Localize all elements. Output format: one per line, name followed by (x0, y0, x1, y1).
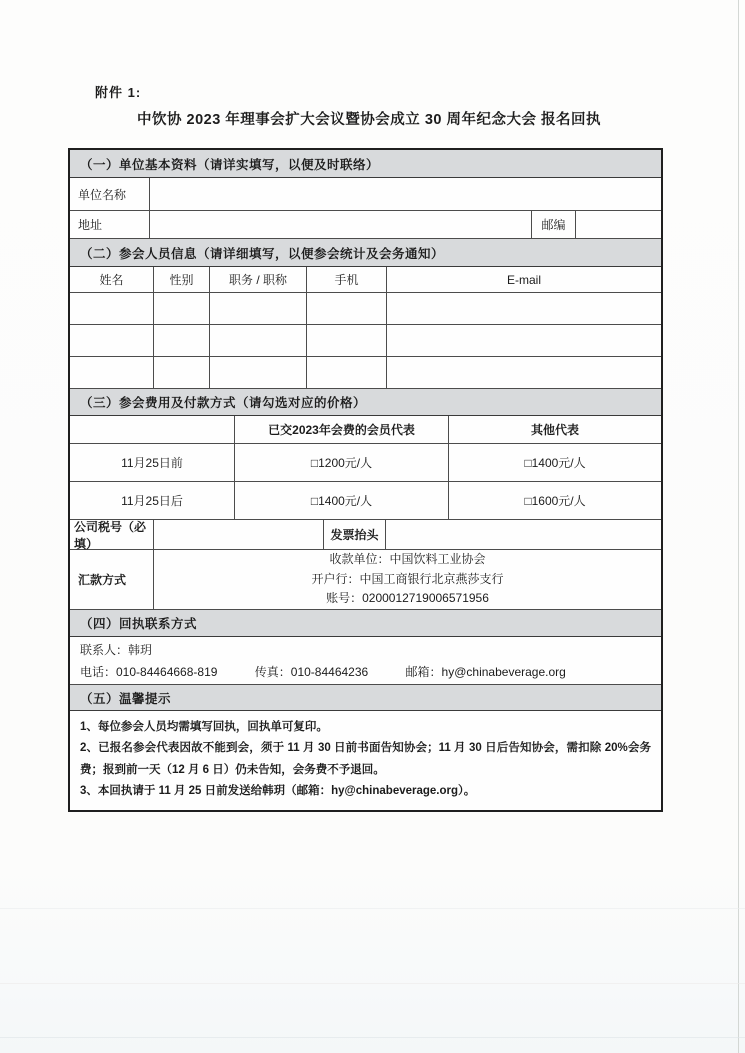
position-field (210, 325, 307, 356)
contact-row (70, 637, 661, 685)
scanner-artifact-line (0, 983, 745, 984)
name-field (70, 357, 154, 388)
contact-email: 邮箱：hy@chinabeverage.org (405, 665, 566, 679)
fee-col-blank (70, 416, 235, 443)
note-3: 3、本回执请于 11 月 25 日前发送给韩玥（邮箱：hy@chinabeverage.org）。 (80, 784, 476, 797)
name-field (70, 293, 154, 324)
attachment-label: 附件 1: (95, 85, 142, 100)
payment-method-row (70, 550, 661, 610)
fee-other-checkbox-option: □1400元/人 (524, 456, 586, 470)
attendee-row (70, 357, 661, 389)
contact-line2 (80, 663, 566, 680)
tax-id-label: 公司税号（必填） (70, 520, 154, 549)
section3-header-text: （三）参会费用及付款方式（请勾选对应的价格） (80, 396, 367, 410)
gender-field (154, 357, 210, 388)
section2-header-text: （二）参会人员信息（请详细填写，以便参会统计及会务通知） (80, 246, 445, 261)
address-row (70, 211, 661, 239)
fee-table-header (70, 416, 661, 444)
unit-name-field (150, 178, 661, 210)
section4-header-text: （四）回执联系方式 (80, 617, 198, 631)
col-position: 职务 / 职称 (210, 267, 307, 292)
contact-phone: 电话：010-84464668-819 (80, 665, 218, 679)
fee-member-checkbox-option: □1200元/人 (235, 444, 449, 481)
contact-info (70, 637, 661, 684)
email-field (387, 357, 661, 388)
col-name: 姓名 (70, 267, 154, 292)
payee-line: 收款单位：中国饮料工业协会 (329, 552, 486, 567)
section1-header-text: （一）单位基本资料（请详实填写，以便及时联络） (80, 157, 380, 172)
email-field (387, 293, 661, 324)
postcode-label: 邮编 (532, 211, 576, 238)
mobile-field (307, 325, 387, 356)
payment-details (154, 550, 661, 609)
tax-id-row (70, 520, 661, 550)
bank-line: 开户行：中国工商银行北京燕莎支行 (311, 571, 504, 586)
section5-header-text: （五）温馨提示 (80, 691, 172, 706)
unit-name-label: 单位名称 (70, 178, 150, 210)
address-label: 地址 (70, 211, 150, 238)
scanner-artifact-line (0, 908, 745, 909)
gender-field (154, 293, 210, 324)
payment-method-label: 汇款方式 (70, 550, 154, 609)
attendee-row (70, 325, 661, 357)
notes-row (70, 711, 661, 810)
registration-form-table (68, 148, 663, 812)
scanner-edge-line (738, 0, 739, 1053)
unit-name-row (70, 178, 661, 211)
notes-content (70, 711, 661, 810)
gender-field (154, 325, 210, 356)
fee-row-after (70, 482, 661, 520)
col-email: E-mail (506, 272, 541, 287)
name-field (70, 325, 154, 356)
note-2: 2、已报名参会代表因故不能到会，须于 11 月 30 日前书面告知协会；11 月 30 日后告知协会，需扣除 20%会务费；报到前一天（12 月 6 日）仍未告知，会务费不予退回。 (80, 742, 651, 776)
fee-col-other: 其他代表 (530, 423, 579, 437)
fee-row-before (70, 444, 661, 482)
contact-person: 联系人：韩玥 (80, 643, 153, 657)
section4-header (70, 610, 661, 637)
note-1: 1、每位参会人员均需填写回执，回执单可复印。 (80, 721, 328, 733)
fee-other-checkbox-option: □1600元/人 (524, 494, 586, 508)
position-field (210, 357, 307, 388)
section5-header (70, 685, 661, 711)
section2-header (70, 239, 661, 267)
col-gender: 性别 (154, 267, 210, 292)
postcode-field (576, 211, 661, 238)
contact-fax: 传真：010-84464236 (254, 665, 369, 679)
fee-deadline-label: 11月25日后 (70, 482, 235, 519)
account-line: 账号：0200012719006571956 (326, 591, 489, 606)
attendee-table-header (70, 267, 661, 293)
invoice-title-label: 发票抬头 (324, 520, 386, 549)
attendee-row (70, 293, 661, 325)
address-field (150, 211, 532, 238)
scanner-artifact-line (0, 1037, 745, 1038)
fee-col-member: 已交2023年会费的会员代表 (235, 416, 449, 443)
col-mobile: 手机 (307, 267, 387, 292)
section3-header (70, 389, 661, 416)
fee-deadline-label: 11月25日前 (70, 444, 235, 481)
tax-id-field (154, 520, 324, 549)
mobile-field (307, 357, 387, 388)
invoice-title-field (386, 520, 661, 549)
document-title: 中饮协 2023 年理事会扩大会议暨协会成立 30 周年纪念大会 报名回执 (136, 112, 602, 128)
section1-header (70, 150, 661, 178)
email-field (387, 325, 661, 356)
fee-member-checkbox-option: □1400元/人 (235, 482, 449, 519)
mobile-field (307, 293, 387, 324)
position-field (210, 293, 307, 324)
